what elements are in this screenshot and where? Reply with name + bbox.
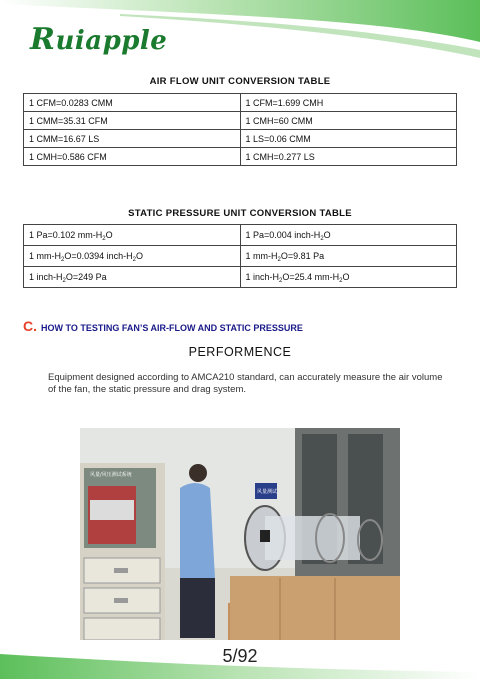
table-cell: 1 Pa=0.102 $mm-H_2O$ [24, 225, 241, 246]
table-row [24, 130, 457, 148]
wall-sign: 风量测试 [257, 489, 278, 495]
table-row [24, 148, 457, 166]
table-row [24, 267, 457, 288]
brand-logo: Ruiapple [30, 22, 168, 57]
table-cell: 1 LS=0.06 CMM [240, 130, 457, 148]
table-cell: 1 CMH=0.277 LS [240, 148, 457, 166]
table-cell: 1 CFM=1.699 CMH [240, 94, 457, 112]
airflow-conversion-table [23, 93, 457, 166]
performance-description: Equipment designed according to AMCA210 standard, can accurately measure the air volume of the fan, the static pressure and drag system. [48, 372, 443, 395]
cabinet-label: 风量/风压测试系统 [90, 472, 132, 478]
table-row [24, 112, 457, 130]
test-equipment-photo [80, 428, 400, 640]
table-cell: 1 Pa=0.004 inch-$H_2O$ [240, 225, 457, 246]
static-table-title: STATIC PRESSURE UNIT CONVERSION TABLE [128, 208, 352, 219]
table-row [24, 94, 457, 112]
table-cell: 1 $mm-H_2O=0.0394$ inch-$H_2O$ [24, 246, 241, 267]
performance-title: PERFORMENCE [188, 345, 292, 359]
table-cell: 1 CMH=60 CMM [240, 112, 457, 130]
table-cell: 1 inch-$H_2O=25.4$ $mm-H_2O$ [240, 267, 457, 288]
section-letter: C. [23, 318, 37, 334]
table-cell: 1 CMH=0.586 CFM [24, 148, 241, 166]
airflow-table-title: AIR FLOW UNIT CONVERSION TABLE [149, 76, 331, 87]
static-pressure-table [23, 224, 457, 288]
table-cell: 1 CMM=16.67 LS [24, 130, 241, 148]
page-number: 5/92 [222, 646, 258, 666]
table-cell: 1 $mm-H_2O=9.81$ Pa [240, 246, 457, 267]
table-cell: 1 CFM=0.0283 CMM [24, 94, 241, 112]
table-cell: 1 CMM=35.31 CFM [24, 112, 241, 130]
table-cell: 1 inch-$H_2O=249$ Pa [24, 267, 241, 288]
section-heading [23, 318, 303, 334]
section-title: HOW TO TESTING FAN’S AIR-FLOW AND STATIC PRESSURE [41, 323, 303, 333]
table-row [24, 246, 457, 267]
table-row [24, 225, 457, 246]
